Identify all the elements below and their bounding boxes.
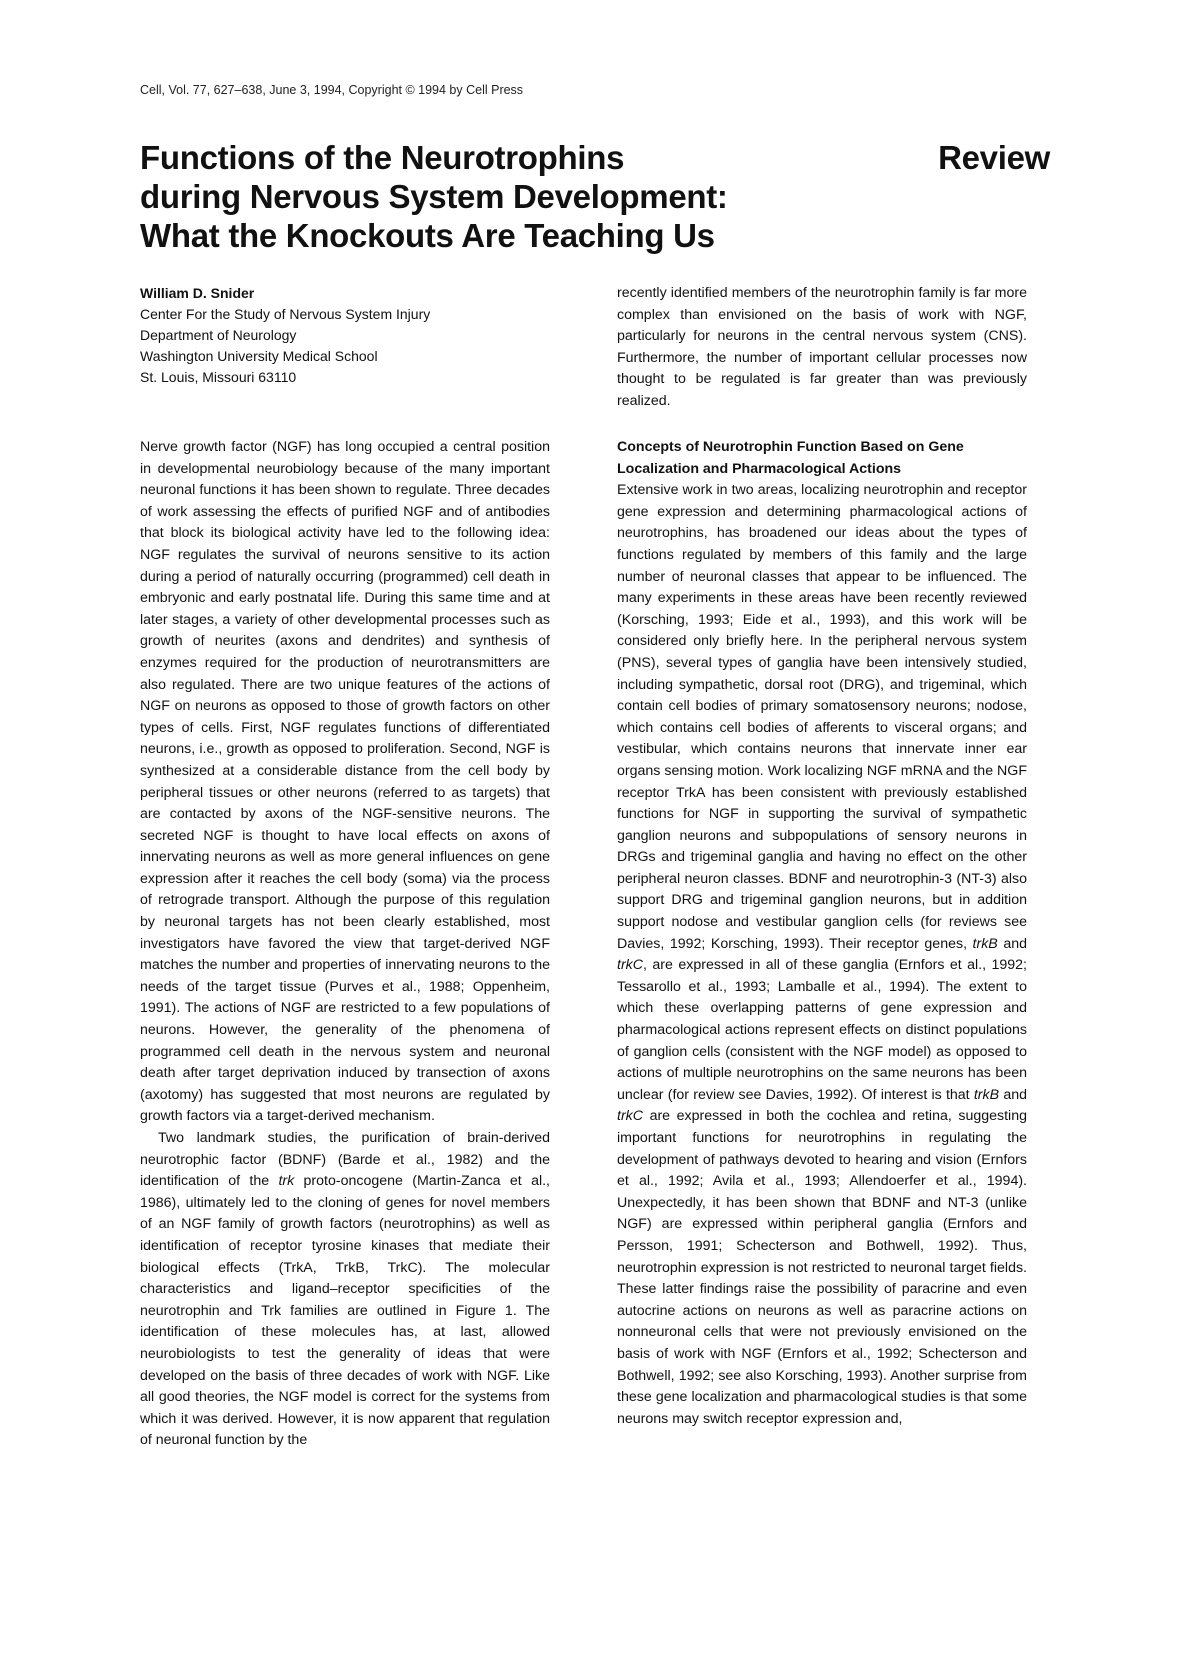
title-line: during Nervous System Development: — [140, 178, 728, 215]
text-run: proto-oncogene (Martin-Zanca et al., 1986), ultimately led to the cloning of genes for novel members of an NGF family of growth factors (neurotrophins) as well as identification of receptor tyrosine kinases that mediate their biological effects (TrkA, TrkB, TrkC). The molecular characteristics and ligand–receptor specificities of the neurotrophin and Trk families are outlined in Figure 1. The identification of these molecules has, at last, allowed neurobiologists to test the generality of ideas that were developed on the basis of three decades of work with NGF. Like all good theories, the NGF model is correct for the systems from which it was derived. However, it is now apparent that regulation of neuronal function by the — [140, 1173, 550, 1449]
heading-line: Concepts of Neurotrophin Function Based on Gene — [617, 439, 964, 455]
section-heading — [617, 437, 1027, 480]
paragraph: Nerve growth factor (NGF) has long occupied a central position in developmental neurobiology because of the many important neuronal functions it has been shown to regulate. Three decades of work assessing the effects of purified NGF and of antibodies that block its biological activity have led to the following idea: NGF regulates the survival of neurons sensitive to its action during a period of naturally occurring (programmed) cell death in embryonic and early postnatal life. During this same time and at later stages, a variety of other developmental processes such as growth of neurites (axons and dendrites) and synthesis of enzymes required for the production of neurotransmitters are also regulated. There are two unique features of the actions of NGF on neurons as opposed to those of growth factors on other types of cells. First, NGF regulates functions of differentiated neurons, i.e., growth as opposed to proliferation. Second, NGF is synthesized at a considerable distance from the cell body by peripheral tissues or other neurons (referred to as targets) that are contacted by axons of the NGF-sensitive neurons. The secreted NGF is thought to have local effects on axons of innervating neurons as well as more general influences on gene expression after it reaches the cell body (soma) via the process of retrograde transport. Although the purpose of this regulation by neuronal targets has not been clearly established, most investigators have favored the view that target-derived NGF matches the number and properties of innervating neurons to the needs of the target tissue (Purves et al., 1988; Oppenheim, 1991). The actions of NGF are restricted to a few populations of neurons. However, the generality of the phenomena of programmed cell death in the nervous system and neuronal death after target deprivation induced by transection of axons (axotomy) has suggested that most neurons are regulated by growth factors via a target-derived mechanism. — [140, 439, 550, 1125]
section-tag: Review — [938, 139, 1050, 176]
italic-gene-name: trkC — [617, 1108, 644, 1125]
author-block — [140, 283, 550, 388]
right-column — [617, 437, 1027, 1430]
italic-gene-name: trkC — [617, 957, 644, 974]
text-run: and — [999, 1086, 1027, 1103]
text-run: are expressed in both the cochlea and retina, suggesting important functions for neurotrophins in regulating the development of pathways devoted to hearing and vision (Ernfors et al., 1992; Avila et al., 1993; Allendoerfer et al., 1994). Unexpectedly, it has been shown that BDNF and NT-3 (unlike NGF) are expressed within peripheral ganglia (Ernfors and Persson, 1991; Schecterson and Bothwell, 1992). Thus, neurotrophin expression is not restricted to neuronal target fields. These latter findings raise the possibility of paracrine and even autocrine actions on neurons as well as paracrine actions on nonneuronal cells that were not previously envisioned on the basis of work with NGF (Ernfors et al., 1992; Schecterson and Bothwell, 1992; see also Korsching, 1993). Another surprise from these gene localization and pharmacological studies is that some neurons may switch receptor expression and, — [617, 1108, 1027, 1427]
left-column — [140, 437, 550, 1452]
italic-gene-name: trk — [278, 1173, 295, 1190]
article-title — [140, 138, 860, 255]
affiliation-line: St. Louis, Missouri 63110 — [140, 369, 297, 385]
paragraph — [617, 480, 1027, 1430]
affiliation-line: Center For the Study of Nervous System Injury — [140, 306, 431, 322]
affiliation-line: Department of Neurology — [140, 327, 297, 343]
italic-gene-name: trkB — [973, 1086, 1000, 1103]
title-line: Functions of the Neurotrophins — [140, 139, 625, 176]
right-column-continuation — [617, 283, 1027, 413]
text-run: and — [997, 935, 1027, 952]
affiliation-line: Washington University Medical School — [140, 348, 378, 364]
text-run: Extensive work in two areas, localizing neurotrophin and receptor gene expression and determining pharmacological actions of neurotrophins, has broadened our ideas about the types of functions regulated by members of this family and the large number of neuronal classes that appear to be influenced. The many experiments in these areas have been recently reviewed (Korsching, 1993; Eide et al., 1993), and this work will be considered only briefly here. In the peripheral nervous system (PNS), several types of ganglia have been intensively studied, including sympathetic, dorsal root (DRG), and trigeminal, which contain cell bodies of primary somatosensory neurons; nodose, which contains cell bodies of afferents to visceral organs; and vestibular, which contains neurons that innervate inner ear organs sensing motion. Work localizing NGF mRNA and the NGF receptor TrkA has been consistent with previously established functions for NGF in supporting the survival of sympathetic ganglion neurons and subpopulations of sensory neurons in DRGs and trigeminal ganglia and having no effect on the other peripheral neuron classes. BDNF and neurotrophin-3 (NT-3) also support DRG and trigeminal ganglion neurons, but in addition support nodose and vestibular ganglion cells (for reviews see Davies, 1992; Korsching, 1993). Their receptor genes, — [617, 482, 1027, 952]
title-line: What the Knockouts Are Teaching Us — [140, 217, 715, 254]
heading-line: Localization and Pharmacological Actions — [617, 460, 902, 477]
author-name: William D. Snider — [140, 285, 255, 301]
text-run: , are expressed in all of these ganglia (Ernfors et al., 1992; Tessarollo et al., 1993; Lamballe et al., 1994). The extent to which these overlapping patterns of gene expression and pharmacological actions represent effects on distinct populations of ganglion cells (consistent with the NGF model) as opposed to actions of multiple neurotrophins on the same neurons has been unclear (for review see Davies, 1992). Of interest is that — [617, 957, 1027, 1103]
paragraph — [140, 1128, 550, 1452]
text-run: Two landmark studies, the purification of brain-derived neurotrophic factor (BDNF) (Barde et al., 1982) and the identification of the — [140, 1130, 550, 1190]
italic-gene-name: trkB — [972, 935, 998, 952]
journal-citation: Cell, Vol. 77, 627–638, June 3, 1994, Copyright © 1994 by Cell Press — [140, 83, 524, 97]
paragraph: recently identified members of the neurotrophin family is far more complex than envisioned on the basis of work with NGF, particularly for neurons in the central nervous system (CNS). Furthermore, the number of important cellular processes now thought to be regulated is far greater than was previously realized. — [617, 285, 1027, 409]
